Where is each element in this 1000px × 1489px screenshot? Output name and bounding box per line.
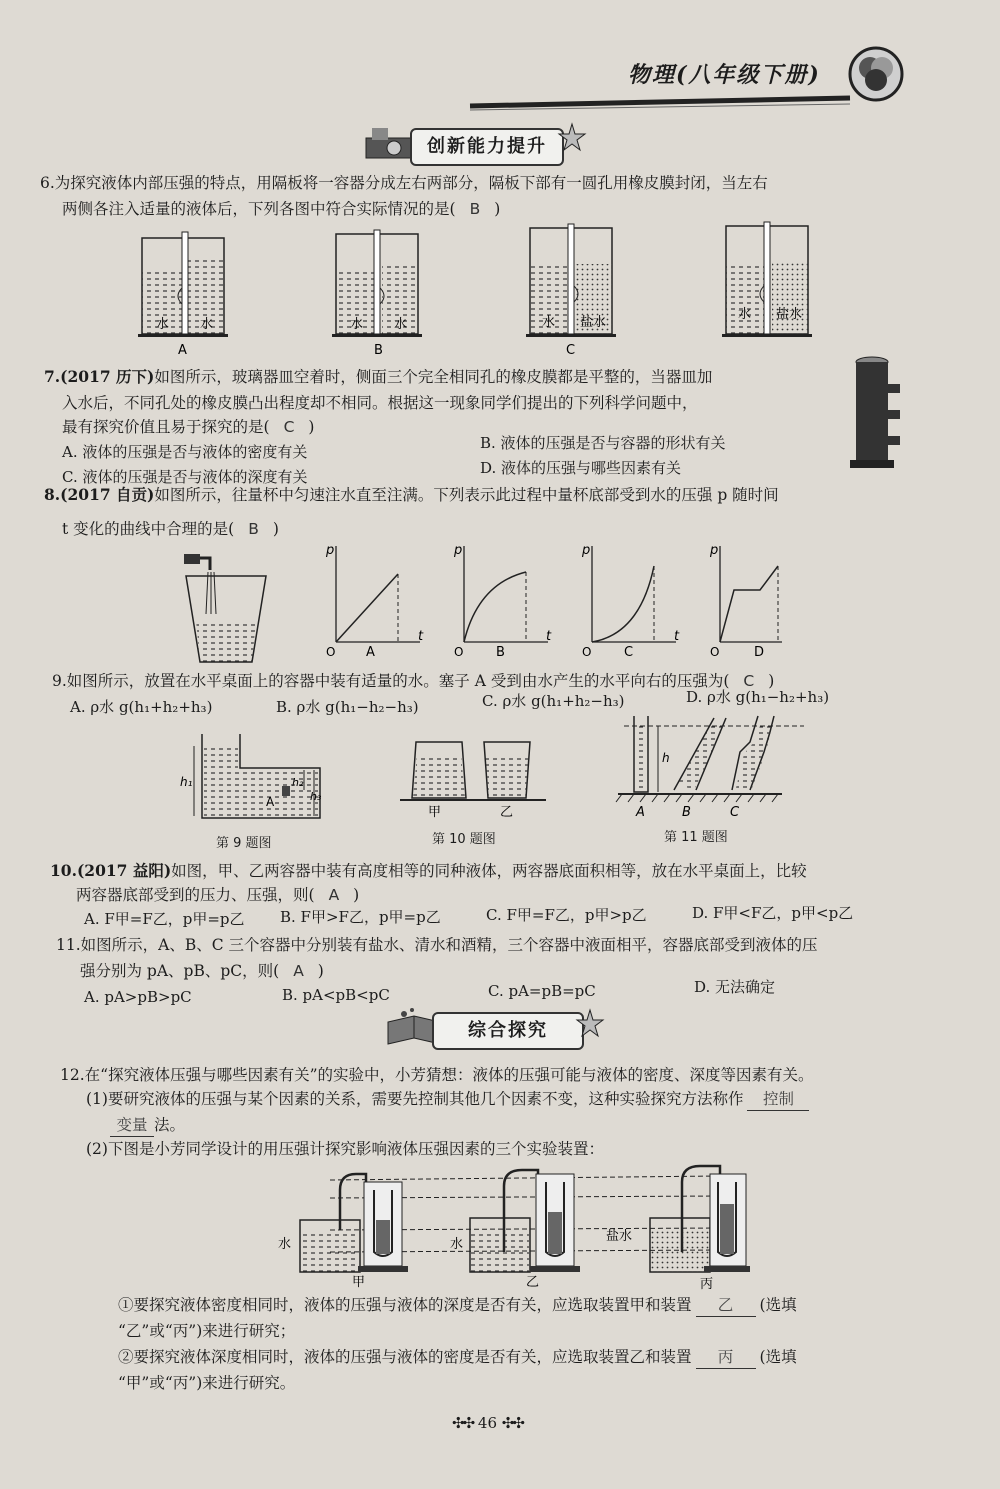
q7-line2: 入水后，不同孔处的橡皮膜凸出程度却不相同。根据这一现象同学们提出的下列科学问题中， <box>62 394 698 412</box>
q12-s1-line2: “乙”或“丙”)来进行研究； <box>118 1322 296 1340</box>
q11-option-a: A. pA>pB>pC <box>84 988 192 1006</box>
q10-line1: 10.(2017 益阳)如图，甲、乙两容器中装有高度相等的同种液体，两容器底面积相等，放在水平桌面上，比较 <box>50 861 807 880</box>
q11-option-c: C. pA=pB=pC <box>488 982 596 1000</box>
q10-line2: 两容器底部受到的压力、压强，则( A ) <box>76 886 360 904</box>
svg-text:水: 水 <box>450 1237 464 1252</box>
q11-figure <box>614 712 814 822</box>
q6-answer: B <box>469 200 481 218</box>
q12-s2-line1: ②要探究液体深度相同时，液体的压强与液体的密度是否有关，应选取装置乙和装置 丙 (选填 <box>118 1346 797 1369</box>
q7-answer: C <box>283 418 295 436</box>
header-rule <box>470 94 850 114</box>
svg-text:B: B <box>374 343 383 358</box>
q9-line1: 9.如图所示，放置在水平桌面上的容器中装有适量的水。塞子 A 受到由水产生的水平向右的压强为( C ) <box>52 672 775 690</box>
svg-text:乙: 乙 <box>526 1275 540 1290</box>
star-icon <box>576 1008 604 1048</box>
q6-line1: 6.为探究液体内部压强的特点，用隔板将一容器分成左右两部分，隔板下部有一圆孔用橡皮膜封闭，当左右 <box>40 174 768 192</box>
q10-figure <box>396 732 556 822</box>
q9-option-b: B. ρ水 g(h₁−h₂−h₃) <box>276 698 419 716</box>
svg-text:A: A <box>366 645 375 660</box>
svg-text:水: 水 <box>278 1237 292 1252</box>
svg-text:O: O <box>710 645 720 659</box>
q11-option-b: B. pA<pB<pC <box>282 986 390 1004</box>
svg-text:t: t <box>418 629 424 644</box>
q7-vessel-figure <box>848 354 908 474</box>
svg-text:p: p <box>326 543 335 558</box>
q8-graph-b <box>453 543 552 660</box>
q12-blank-1[interactable]: 控制 <box>747 1088 809 1111</box>
q11-line1: 11.如图所示，A、B、C 三个容器中分别装有盐水、清水和酒精，三个容器中液面相平，容器底部受到液体的压 <box>56 936 818 954</box>
q8-graphs <box>320 538 780 658</box>
page-number: ✣✣ 46 ✣✣ <box>452 1414 523 1432</box>
svg-text:甲: 甲 <box>428 805 442 820</box>
svg-text:丙: 丙 <box>700 1277 714 1292</box>
q10-option-c: C. F甲=F乙，p甲>p乙 <box>486 906 647 924</box>
q6-fig-d <box>722 222 812 337</box>
q6-fig-b <box>332 230 422 358</box>
q10-option-d: D. F甲<F乙，p甲<p乙 <box>692 904 854 922</box>
q7-option-a: A. 液体的压强是否与液体的密度有关 <box>62 443 308 461</box>
svg-text:D: D <box>754 645 765 660</box>
svg-text:C: C <box>730 805 740 820</box>
q8-line1: 8.(2017 自贡)如图所示，往量杯中匀速注水直至注满。下列表示此过程中量杯底部受到水的压强 p 随时间 <box>44 485 779 504</box>
q12-apparatus-figure <box>270 1160 750 1290</box>
q9-answer: C <box>743 672 755 690</box>
svg-text:盐水: 盐水 <box>776 307 803 322</box>
q7-option-d: D. 液体的压强与哪些因素有关 <box>480 459 682 477</box>
svg-text:盐水: 盐水 <box>606 1229 633 1244</box>
svg-text:h₂: h₂ <box>292 776 304 789</box>
q8-cup-figure <box>170 544 280 668</box>
q8-graph-c <box>581 543 680 660</box>
q10-option-a: A. F甲=F乙，p甲=p乙 <box>84 910 245 928</box>
svg-text:甲: 甲 <box>352 1275 366 1290</box>
svg-text:水: 水 <box>156 317 170 332</box>
svg-text:p: p <box>710 543 719 558</box>
svg-text:B: B <box>496 645 505 660</box>
q7-option-b: B. 液体的压强是否与容器的形状有关 <box>480 434 726 452</box>
section-comprehensive: 综合探究 <box>432 1012 584 1050</box>
q12-blank-2[interactable]: 变量 <box>110 1114 154 1137</box>
svg-text:t: t <box>546 629 552 644</box>
q6-fig-a <box>138 232 228 358</box>
svg-text:A: A <box>636 805 645 820</box>
q7-line1: 7.(2017 历下)如图所示，玻璃器皿空着时，侧面三个完全相同孔的橡皮膜都是平整的，当器皿加 <box>44 367 713 386</box>
q6-fig-c <box>526 224 616 358</box>
svg-text:水: 水 <box>394 317 408 332</box>
svg-text:O: O <box>582 645 592 659</box>
svg-text:t: t <box>674 629 680 644</box>
svg-text:B: B <box>682 805 691 820</box>
q12-setup-bing <box>606 1166 750 1292</box>
q12-s1-line1: ①要探究液体密度相同时，液体的压强与液体的深度是否有关，应选取装置甲和装置 乙 (选填 <box>118 1294 797 1317</box>
svg-text:O: O <box>326 645 336 659</box>
svg-text:水: 水 <box>542 315 556 330</box>
svg-text:水: 水 <box>200 317 214 332</box>
svg-text:水: 水 <box>350 317 364 332</box>
svg-text:A: A <box>178 343 187 358</box>
q8-line2: t 变化的曲线中合理的是( B ) <box>62 520 279 538</box>
svg-text:h₁: h₁ <box>180 775 193 789</box>
svg-text:h₃: h₃ <box>310 790 322 803</box>
q10-caption: 第 10 题图 <box>432 832 496 847</box>
svg-text:p: p <box>582 543 591 558</box>
q9-figure <box>170 728 340 828</box>
q6-figures <box>130 222 850 362</box>
q12-p1-line2: 变量 法。 <box>110 1114 185 1137</box>
q8-graph-a <box>325 543 424 660</box>
q9-option-a: A. ρ水 g(h₁+h₂+h₃) <box>70 698 213 716</box>
svg-text:C: C <box>566 343 576 358</box>
q12-s2-line2: “甲”或“丙”)来进行研究。 <box>118 1374 296 1392</box>
q12-blank-3[interactable]: 乙 <box>696 1294 756 1317</box>
q12-p2: (2)下图是小芳同学设计的用压强计探究影响液体压强因素的三个实验装置： <box>86 1140 604 1158</box>
svg-text:O: O <box>454 645 464 659</box>
q7-option-c: C. 液体的压强是否与液体的深度有关 <box>62 468 308 486</box>
q12-setup-yi <box>450 1170 580 1290</box>
q11-option-d: D. 无法确定 <box>694 978 776 996</box>
q12-p1-line1: (1)要研究液体的压强与某个因素的关系，需要先控制其他几个因素不变，这种实验探究方法称作 控制 <box>86 1088 809 1111</box>
q6-line2: 两侧各注入适量的液体后，下列各图中符合实际情况的是( B ) <box>62 200 501 218</box>
q7-line3: 最有探究价值且易于探究的是( C ) <box>62 418 315 436</box>
q11-answer: A <box>293 962 304 980</box>
q9-caption: 第 9 题图 <box>216 836 272 851</box>
q10-option-b: B. F甲>F乙，p甲=p乙 <box>280 908 441 926</box>
q12-setup-jia <box>278 1174 408 1290</box>
svg-text:盐水: 盐水 <box>580 315 607 330</box>
q12-line1: 12.在“探究液体压强与哪些因素有关”的实验中，小芳猜想：液体的压强可能与液体的密度、深度等因素有关。 <box>60 1066 814 1084</box>
q11-line2: 强分别为 pA、pB、pC，则( A ) <box>80 962 324 980</box>
q12-blank-4[interactable]: 丙 <box>696 1346 756 1369</box>
q11-caption: 第 11 题图 <box>664 830 728 845</box>
svg-text:水: 水 <box>738 307 752 322</box>
q9-option-c: C. ρ水 g(h₁+h₂−h₃) <box>482 692 625 710</box>
section-innovation: 创新能力提升 <box>410 128 564 166</box>
svg-text:C: C <box>624 645 634 660</box>
svg-text:乙: 乙 <box>500 805 514 820</box>
svg-text:h: h <box>662 751 670 765</box>
header-title: 物理(八年级下册) <box>628 62 821 88</box>
q8-answer: B <box>248 520 259 538</box>
svg-text:p: p <box>454 543 463 558</box>
q9-option-d: D. ρ水 g(h₁−h₂+h₃) <box>686 688 830 706</box>
q10-answer: A <box>328 886 340 904</box>
svg-text:A: A <box>266 795 275 809</box>
q8-graph-d <box>709 543 782 660</box>
header-logo-icon <box>848 46 904 102</box>
star-icon <box>558 122 586 162</box>
